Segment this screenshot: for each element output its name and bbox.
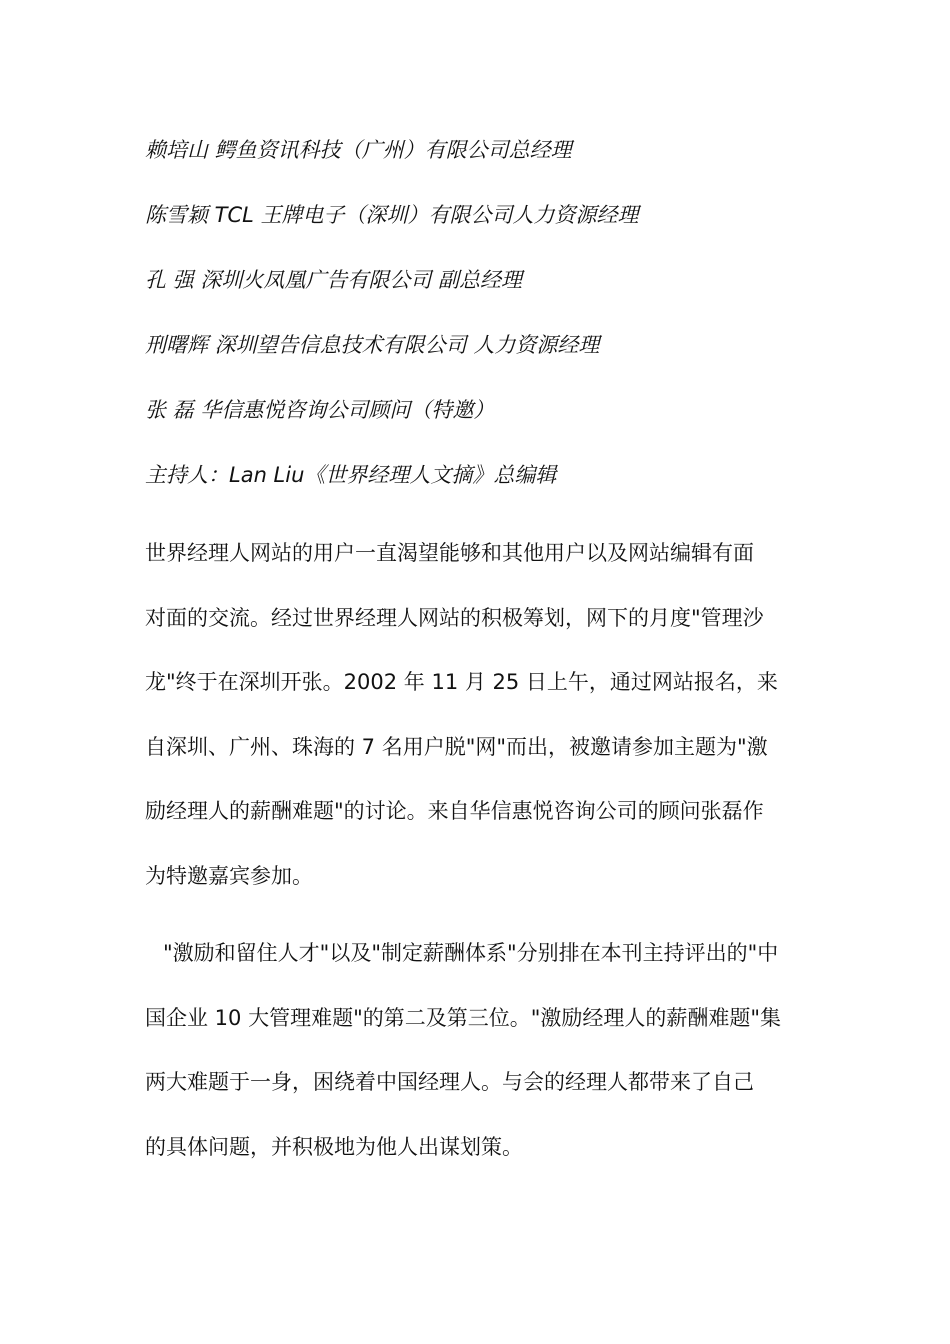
paragraph-line: 国企业 10 大管理难题"的第二及第三位。"激励经理人的薪酬难题"集 (145, 1005, 782, 1030)
paragraph-line: 世界经理人网站的用户一直渴望能够和其他用户以及网站编辑有面 (145, 541, 754, 565)
intro-paragraph (145, 521, 815, 908)
paragraph-line: 为特邀嘉宾参加。 (145, 863, 313, 888)
participant-list (145, 131, 845, 521)
paragraph-line: 自深圳、广州、珠海的 7 名用户脱"网"而出，被邀请参加主题为"激 (145, 734, 768, 759)
paragraph-line: 励经理人的薪酬难题"的讨论。来自华信惠悦咨询公司的顾问张磊作 (145, 799, 764, 823)
participant-line: 张 磊 华信惠悦咨询公司顾问（特邀） (145, 398, 495, 422)
paragraph-line: 龙"终于在深圳开张。2002 年 11 月 25 日上午，通过网站报名，来 (145, 670, 778, 694)
participant-line: 陈雪颖 TCL 王牌电子（深圳）有限公司人力资源经理 (145, 203, 639, 227)
participant-line: 刑曙辉 深圳望告信息技术有限公司 人力资源经理 (145, 333, 600, 357)
topic-paragraph (145, 921, 815, 1179)
paragraph-line: "激励和留住人才"以及"制定薪酬体系"分别排在本刊主持评出的"中 (163, 941, 779, 965)
paragraph-line: 两大难题于一身，困绕着中国经理人。与会的经理人都带来了自己 (145, 1070, 754, 1094)
paragraph-line: 对面的交流。经过世界经理人网站的积极筹划，网下的月度"管理沙 (145, 605, 764, 630)
participant-line: 赖培山 鳄鱼资讯科技（广州）有限公司总经理 (145, 138, 572, 162)
participant-line: 孔 强 深圳火凤凰广告有限公司 副总经理 (145, 268, 523, 292)
paragraph-line: 的具体问题，并积极地为他人出谋划策。 (145, 1134, 523, 1159)
host-line: 主持人：Lan Liu《世界经理人文摘》总编辑 (145, 463, 557, 487)
